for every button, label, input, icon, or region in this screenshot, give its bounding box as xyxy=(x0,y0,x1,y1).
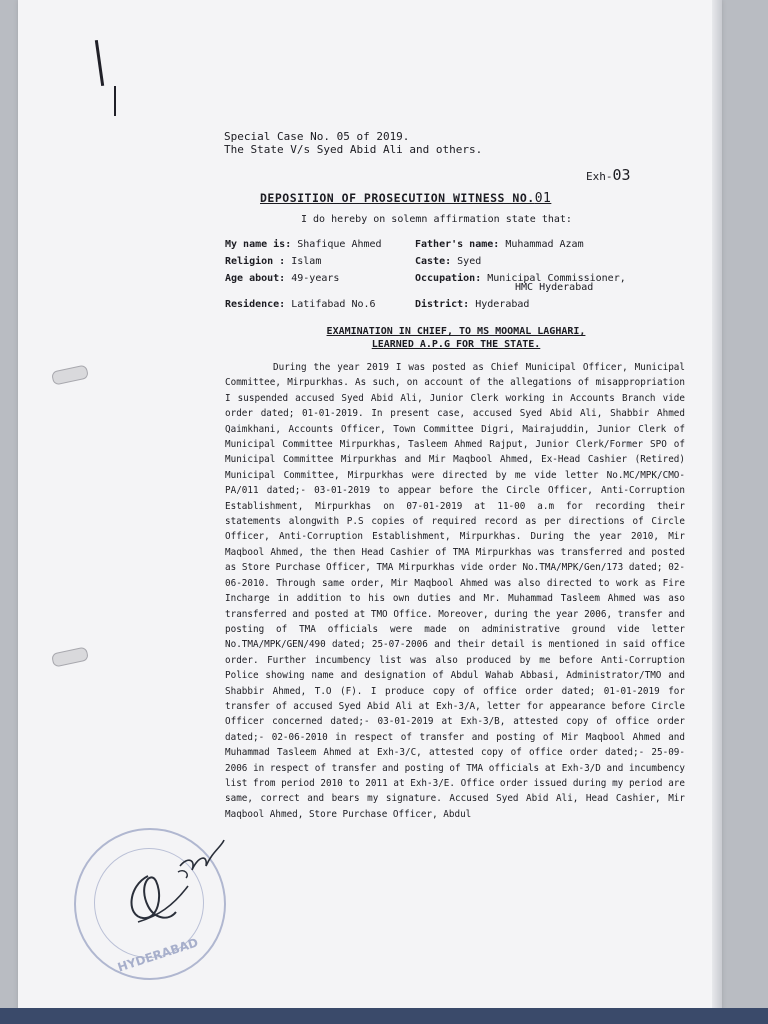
stamp-text: HYDERABAD xyxy=(115,935,200,975)
deposition-body: During the year 2019 I was posted as Chief Municipal Officer, Municipal Committee, Mirpurkhas. As such, on account of the allegations of misappropriation I suspended accused Syed Abid Ali, Junior Clerk working in Accounts Branch vide order dated; 01-01-2019. In present case, accused Syed Abid Ali, Shabbir Ahmed Qaimkhani, Accounts Officer, Town Committee Digri, Mairajuddin, Junior Clerk of Municipal Committee Mirpurkhas, Tasleem Ahmed Rajput, Junior Clerk/Former SPO of Municipal Committee Mirpurkhas and Mir Maqbool Ahmed, Ex-Head Cashier (Retired) Municipal Committee, Mirpurkhas were directed by me vide letter No.MC/MPK/CMO-PA/011 dated;- 03-01-2019 to appear before the Circle Officer, Anti-Corruption Establishment, Mirpurkhas on 07-01-2019 at 11-00 a.m for recording their statements alongwith P.S copies of required record as per directions of Circle Officer, Anti-Corruption Establishment, Mirpurkhas. During the year 2010, Mir Maqbool Ahmed, the then Head Cashier of TMA Mirpurkhas was transferred and posted as Store Purchase Officer, TMA Mirpurkhas vide order No.TMA/MPK/Gen/173 dated; 02-06-2010. Through same order, Mir Maqbool Ahmed was also directed to work as Fire Incharge in addition to his own duties and Mr. Muhammad Tasleem Ahmed was aso transferred and posted at TMO Office. Moreover, during the year 2006, transfer and posting of TMA officials were made on administrative ground vide letter No.TMA/MPK/GEN/490 dated; 25-07-2006 and their detail is mentioned in said office order. Further incumbency list was also produced by me before Anti-Corruption Police showing name and designation of Abdul Wahab Abbasi, Administrator/TMO and Shabbir Ahmed, T.O (F). I produce copy of office order dated; 01-01-2019 for transfer of accused Syed Abid Ali at Exh-3/A, letter for appearance before Circle Officer concerned dated;- 03-01-2019 at Exh-3/B, attested copy of office order dated;- 02-06-2010 in respect of transfer and posting of Mir Maqbool Ahmed and Muhammad Tasleem Ahmed at Exh-3/C, attested copy of office order dated;- 25-09-2006 in respect of transfer and posting of TMA officials at Exh-3/D and incumbency list from period 2010 to 2011 at Exh-3/E. Office order issued during my period are same, correct and bears my signature. Accused Syed Abid Ali, Head Cashier, Mir Maqbool Ahmed, Store Purchase Officer, Abdul xyxy=(225,362,685,820)
punch-hole-top xyxy=(51,364,89,385)
affirmation-line: I do hereby on solemn affirmation state that: xyxy=(301,214,572,225)
page-edge xyxy=(712,0,722,1024)
occupation-field: Occupation: Municipal Commissioner, HMC Hyderabad xyxy=(415,273,626,293)
occupation-second-line: HMC Hyderabad xyxy=(515,282,594,293)
district-field: District: Hyderabad xyxy=(415,299,530,310)
margin-pen-mark xyxy=(95,40,104,86)
case-header xyxy=(224,130,482,156)
deposition-title-text: DEPOSITION OF PROSECUTION WITNESS NO. xyxy=(260,191,535,205)
document-page xyxy=(18,0,718,1012)
case-number: Special Case No. 05 of 2019. xyxy=(224,130,410,143)
details-row-religion xyxy=(225,256,685,273)
case-parties: The State V/s Syed Abid Ali and others. xyxy=(224,143,483,156)
examination-heading-line1: EXAMINATION IN CHIEF, TO MS MOOMAL LAGHARI, xyxy=(326,326,586,337)
witness-number: 01 xyxy=(534,191,552,206)
name-field: My name is: Shafique Ahmed xyxy=(225,239,382,250)
residence-field: Residence: Latifabad No.6 xyxy=(225,299,376,310)
punch-hole-bottom xyxy=(51,646,89,667)
exhibit-label xyxy=(586,166,631,184)
exhibit-number: 03 xyxy=(612,166,631,184)
details-row-name xyxy=(225,239,685,256)
caste-field: Caste: Syed xyxy=(415,256,482,267)
age-field: Age about: 49-years xyxy=(225,273,340,284)
deposition-title xyxy=(260,191,551,206)
background-surface xyxy=(0,1008,768,1024)
exhibit-prefix: Exh- xyxy=(586,170,613,183)
details-row-age xyxy=(225,273,685,299)
religion-field: Religion : Islam xyxy=(225,256,322,267)
father-field: Father's name: Muhammad Azam xyxy=(415,239,584,250)
examination-heading xyxy=(256,325,656,351)
examination-heading-line2: LEARNED A.P.G FOR THE STATE. xyxy=(371,339,541,350)
details-row-residence xyxy=(225,299,685,316)
margin-pen-mark-small xyxy=(114,86,116,116)
signature-icon xyxy=(118,826,228,936)
witness-details xyxy=(225,239,685,316)
